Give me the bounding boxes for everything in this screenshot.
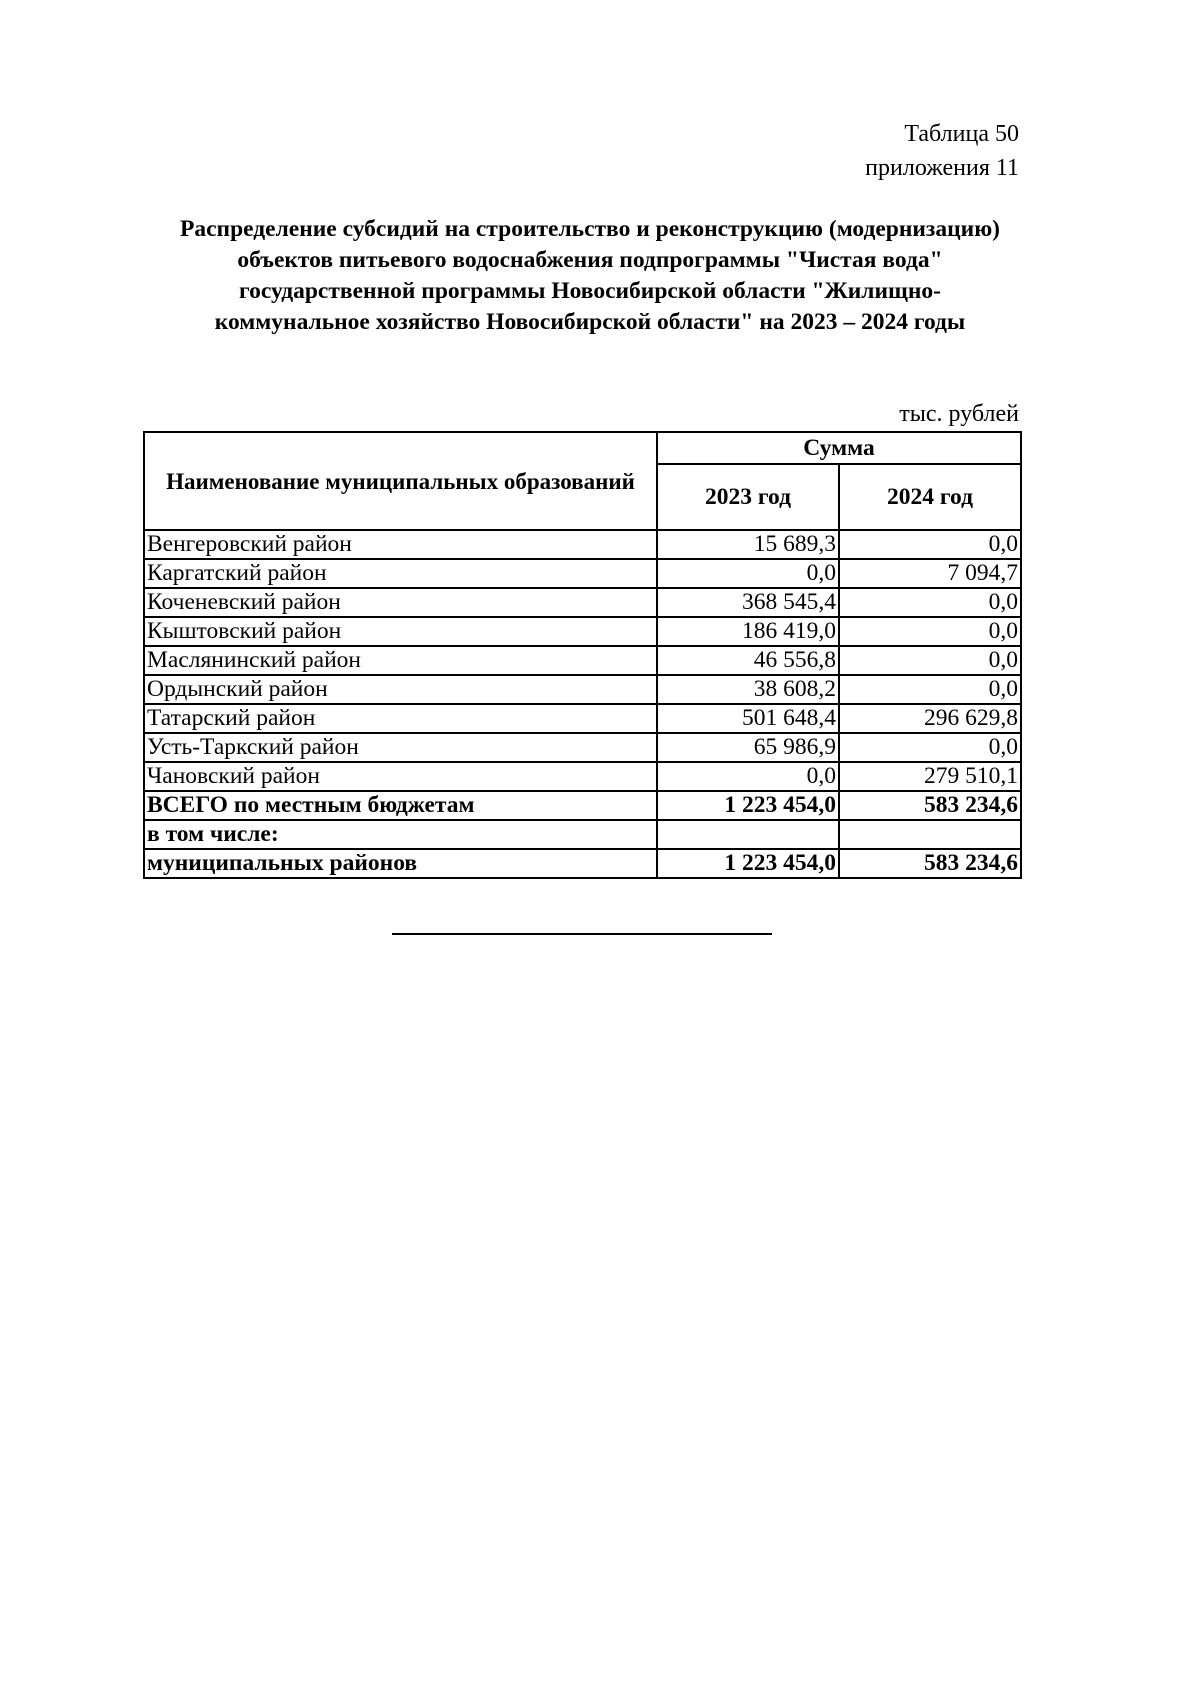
table-row xyxy=(144,559,1021,588)
table-number: Таблица 50 xyxy=(904,121,1019,147)
table-row xyxy=(144,675,1021,704)
amount-2024-cell: 583 234,6 xyxy=(839,849,1021,878)
column-header-sum: Сумма xyxy=(657,432,1021,464)
municipality-name-cell: Кыштовский район xyxy=(144,617,657,646)
amount-2023-cell xyxy=(657,820,839,849)
title-line: объектов питьевого водоснабжения подпрограммы "Чистая вода" xyxy=(237,247,943,273)
column-header-2024: 2024 год xyxy=(839,464,1021,530)
table-body xyxy=(144,530,1021,878)
amount-2023-cell: 1 223 454,0 xyxy=(657,791,839,820)
municipality-name-cell: ВСЕГО по местным бюджетам xyxy=(144,791,657,820)
amount-2023-cell: 0,0 xyxy=(657,762,839,791)
amount-2023-cell: 186 419,0 xyxy=(657,617,839,646)
amount-2023-cell: 38 608,2 xyxy=(657,675,839,704)
table-row xyxy=(144,762,1021,791)
table-row xyxy=(144,530,1021,559)
table-row xyxy=(144,733,1021,762)
municipality-name-cell: Татарский район xyxy=(144,704,657,733)
municipality-name-cell: Каргатский район xyxy=(144,559,657,588)
municipality-name-cell: муниципальных районов xyxy=(144,849,657,878)
table-row xyxy=(144,617,1021,646)
municipality-name-cell: Чановский район xyxy=(144,762,657,791)
amount-2024-cell: 0,0 xyxy=(839,588,1021,617)
amount-2024-cell: 0,0 xyxy=(839,530,1021,559)
amount-2024-cell: 0,0 xyxy=(839,617,1021,646)
amount-2024-cell: 7 094,7 xyxy=(839,559,1021,588)
amount-2024-cell: 279 510,1 xyxy=(839,762,1021,791)
table-row xyxy=(144,704,1021,733)
amount-2023-cell: 368 545,4 xyxy=(657,588,839,617)
units-label: тыс. рублей xyxy=(899,401,1019,427)
column-header-2023: 2023 год xyxy=(657,464,839,530)
table-row xyxy=(144,646,1021,675)
title-line: государственной программы Новосибирской области "Жилищно- xyxy=(239,278,941,304)
amount-2024-cell xyxy=(839,820,1021,849)
table-row xyxy=(144,820,1021,849)
amount-2024-cell: 296 629,8 xyxy=(839,704,1021,733)
amount-2023-cell: 65 986,9 xyxy=(657,733,839,762)
amount-2023-cell: 501 648,4 xyxy=(657,704,839,733)
subsidy-table xyxy=(143,431,1022,879)
amount-2023-cell: 46 556,8 xyxy=(657,646,839,675)
closing-rule xyxy=(392,933,772,935)
amount-2024-cell: 0,0 xyxy=(839,675,1021,704)
document-title xyxy=(140,214,1040,338)
table-row xyxy=(144,849,1021,878)
municipality-name-cell: в том числе: xyxy=(144,820,657,849)
amount-2023-cell: 0,0 xyxy=(657,559,839,588)
title-line: Распределение субсидий на строительство и реконструкцию (модернизацию) xyxy=(180,216,1000,242)
municipality-name-cell: Маслянинский район xyxy=(144,646,657,675)
municipality-name-cell: Ордынский район xyxy=(144,675,657,704)
column-header-name: Наименование муниципальных образований xyxy=(144,432,657,530)
table-row xyxy=(144,588,1021,617)
appendix-reference: приложения 11 xyxy=(865,155,1019,181)
amount-2024-cell: 0,0 xyxy=(839,733,1021,762)
title-line: коммунальное хозяйство Новосибирской области" на 2023 – 2024 годы xyxy=(214,309,966,335)
table-row xyxy=(144,791,1021,820)
amount-2024-cell: 583 234,6 xyxy=(839,791,1021,820)
municipality-name-cell: Венгеровский район xyxy=(144,530,657,559)
amount-2024-cell: 0,0 xyxy=(839,646,1021,675)
amount-2023-cell: 1 223 454,0 xyxy=(657,849,839,878)
amount-2023-cell: 15 689,3 xyxy=(657,530,839,559)
municipality-name-cell: Коченевский район xyxy=(144,588,657,617)
municipality-name-cell: Усть-Таркский район xyxy=(144,733,657,762)
